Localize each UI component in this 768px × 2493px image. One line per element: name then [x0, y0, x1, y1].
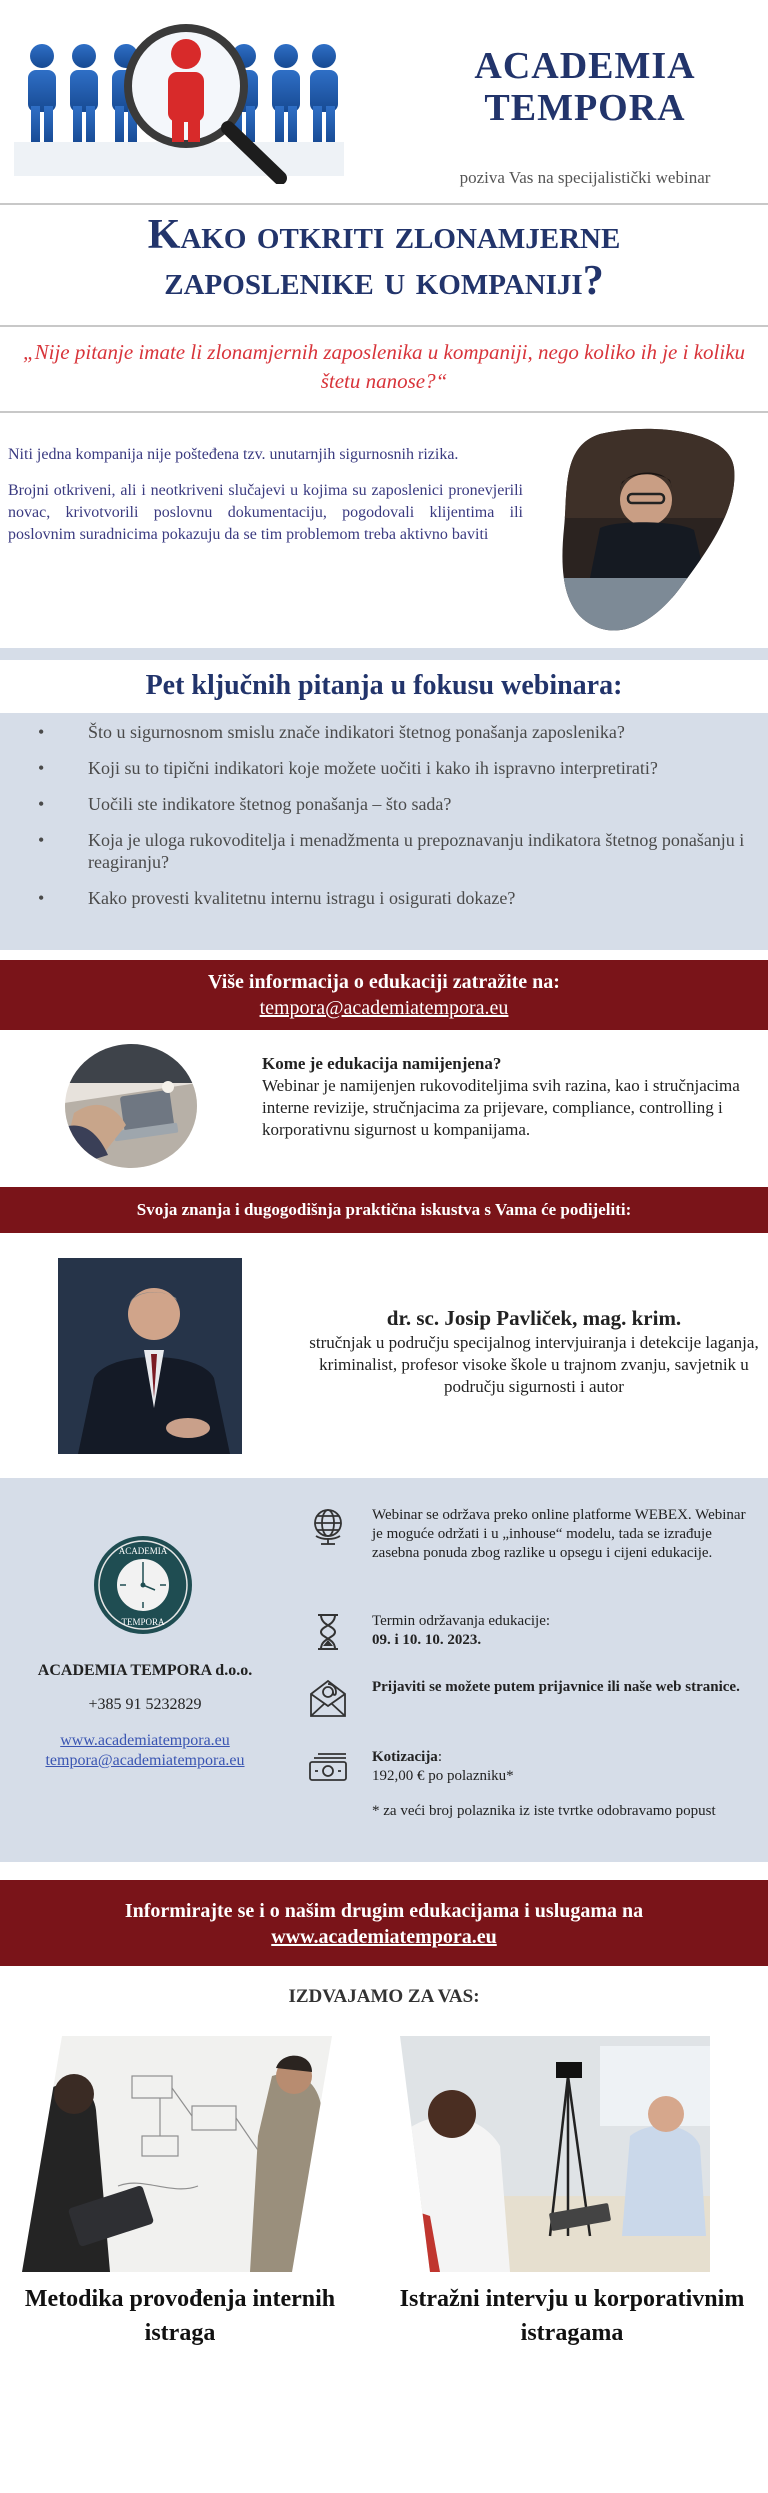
share-band: Svoja znanja i dugogodišnja praktična iskustva s Vama će podijeliti:: [0, 1187, 768, 1233]
title-line-1: Kako otkriti zlonamjerne: [147, 212, 621, 258]
intro-paragraph-2: Brojni otkriveni, ali i neotkriveni slučajevi u kojima su zaposlenici pronevjerili novac, krivotvorili poslovnu dokumentaciju, pogodovali klijentima ili poslovnim suradnicima pokazuju da se tim problemom treba aktivno baviti: [8, 482, 523, 543]
title-line-2: zaposlenike u kompaniji?: [164, 258, 604, 304]
globe-icon: [306, 1506, 350, 1546]
other-education-band: [0, 1880, 768, 1966]
other-education-link[interactable]: www.academiatempora.eu: [271, 1926, 497, 1948]
more-info-label: Više informacija o edukaciji zatražite na:: [208, 971, 560, 993]
audience-heading: Kome je edukacija namijenjena?: [262, 1054, 502, 1073]
divider: [0, 203, 768, 205]
list-item: • Što u sigurnosnom smislu znače indikatori štetnog ponašanja zaposlenika?: [38, 721, 748, 743]
brand-name: [405, 46, 765, 130]
brand-line-2: TEMPORA: [484, 86, 686, 129]
divider: [0, 325, 768, 327]
academia-tempora-logo: [92, 1534, 194, 1636]
hourglass-icon: [306, 1612, 350, 1652]
card-title[interactable]: Metodika provođenja internih istraga: [24, 2286, 336, 2346]
date-text: [372, 1612, 758, 1650]
date-value: 09. i 10. 10. 2023.: [372, 1632, 482, 1648]
seal-text-bottom: TEMPORA: [121, 1617, 165, 1627]
company-name: ACADEMIA TEMPORA d.o.o.: [37, 1662, 253, 1679]
brand-line-1: ACADEMIA: [474, 45, 696, 87]
featured-heading: IZDVAJAMO ZA VAS:: [288, 1986, 480, 2007]
list-item: • Uočili ste indikatore štetnog ponašanja – što sada?: [38, 793, 748, 815]
company-phone: +385 91 5232829: [88, 1696, 202, 1713]
quote: „Nije pitanje imate li zlonamjernih zaposlenika u kompaniji, nego koliko ih je i koliku štetu nanose?“: [22, 340, 746, 393]
audience-section: [262, 1053, 742, 1141]
intro-paragraph-1: Niti jedna kompanija nije pošteđena tzv. unutarnjih sigurnosnih rizika.: [8, 446, 459, 463]
interview-image[interactable]: [400, 2036, 710, 2272]
apply-text: [372, 1678, 758, 1697]
audience-text: Webinar je namijenjen rukovoditeljima svih razina, kao i stručnjacima interne revizije, stručnjacima za prijevare, compliance, controlling i korporativnu sigurnost u kompanijama.: [262, 1076, 740, 1139]
apply-label: Prijaviti se možete putem prijavnice ili naše web stranice.: [372, 1679, 740, 1695]
more-info-band: [0, 960, 768, 1030]
seal-text-top: ACADEMIA: [118, 1546, 168, 1556]
speaker-photo: [58, 1258, 242, 1454]
questions-title: Pet ključnih pitanja u fokusu webinara:: [145, 670, 623, 701]
list-item: • Kako provesti kvalitetnu internu istragu i osigurati dokaze?: [38, 887, 748, 909]
company-email-link[interactable]: tempora@academiatempora.eu: [45, 1752, 245, 1769]
intro-text: [8, 444, 523, 560]
info-box: [0, 1478, 768, 1862]
company-website-link[interactable]: www.academiatempora.eu: [60, 1732, 230, 1749]
list-item: • Koja je uloga rukovoditelja i menadžmenta u prepoznavanju indikatora štetnog ponašanju i reagiranju?: [38, 829, 748, 873]
speaker-info: [300, 1304, 768, 1398]
fee-label-colon: :: [437, 1749, 442, 1765]
other-education-label: Informirajte se i o našim drugim edukacijama i uslugama na: [124, 1900, 644, 1922]
money-icon: [306, 1748, 350, 1788]
page-title: [0, 212, 768, 304]
card-title[interactable]: Istražni intervju u korporativnim istragama: [399, 2286, 745, 2346]
laptop-image: [64, 1043, 198, 1169]
fee-text: [372, 1748, 758, 1821]
date-label: Termin održavanja edukacije:: [372, 1613, 551, 1629]
magnifier-people-image: [14, 14, 344, 184]
whiteboard-investigation-image[interactable]: [22, 2036, 332, 2272]
more-info-email-link[interactable]: tempora@academiatempora.eu: [259, 997, 509, 1019]
list-item: • Koji su to tipični indikatori koje možete uočiti i kako ih ispravno interpretirati?: [38, 757, 748, 779]
envelope-icon: [306, 1678, 350, 1718]
separator-band: [0, 648, 768, 660]
fee-label-line: [372, 1748, 758, 1767]
discount-note: * za veći broj polaznika iz iste tvrtke odobravamo popust: [372, 1803, 716, 1819]
speaker-portrait-image: [560, 428, 736, 634]
platform-text: Webinar se održava preko online platforme WEBEX. Webinar je moguće održati i u „inhouse“ modelu, tada se izrađuje zasebna ponuda zbog razlike u opsegu i cijeni edukacije.: [372, 1507, 746, 1561]
invite-text: poziva Vas na specijalistički webinar: [459, 168, 711, 187]
fee-value: 192,00 € po polazniku*: [372, 1768, 514, 1784]
speaker-bio: stručnjak u području specijalnog intervjuiranja i detekcije laganja, kriminalist, profesor visoke škole u trajnom zvanju, savjetnik u području sigurnosti i autor: [309, 1333, 759, 1396]
divider: [0, 411, 768, 413]
speaker-name: dr. sc. Josip Pavliček, mag. krim.: [386, 1306, 682, 1330]
questions-list: [38, 721, 748, 923]
company-contact: [0, 1661, 290, 1771]
fee-label: Kotizacija: [372, 1749, 438, 1765]
questions-box: [0, 713, 768, 950]
header: [0, 0, 768, 200]
